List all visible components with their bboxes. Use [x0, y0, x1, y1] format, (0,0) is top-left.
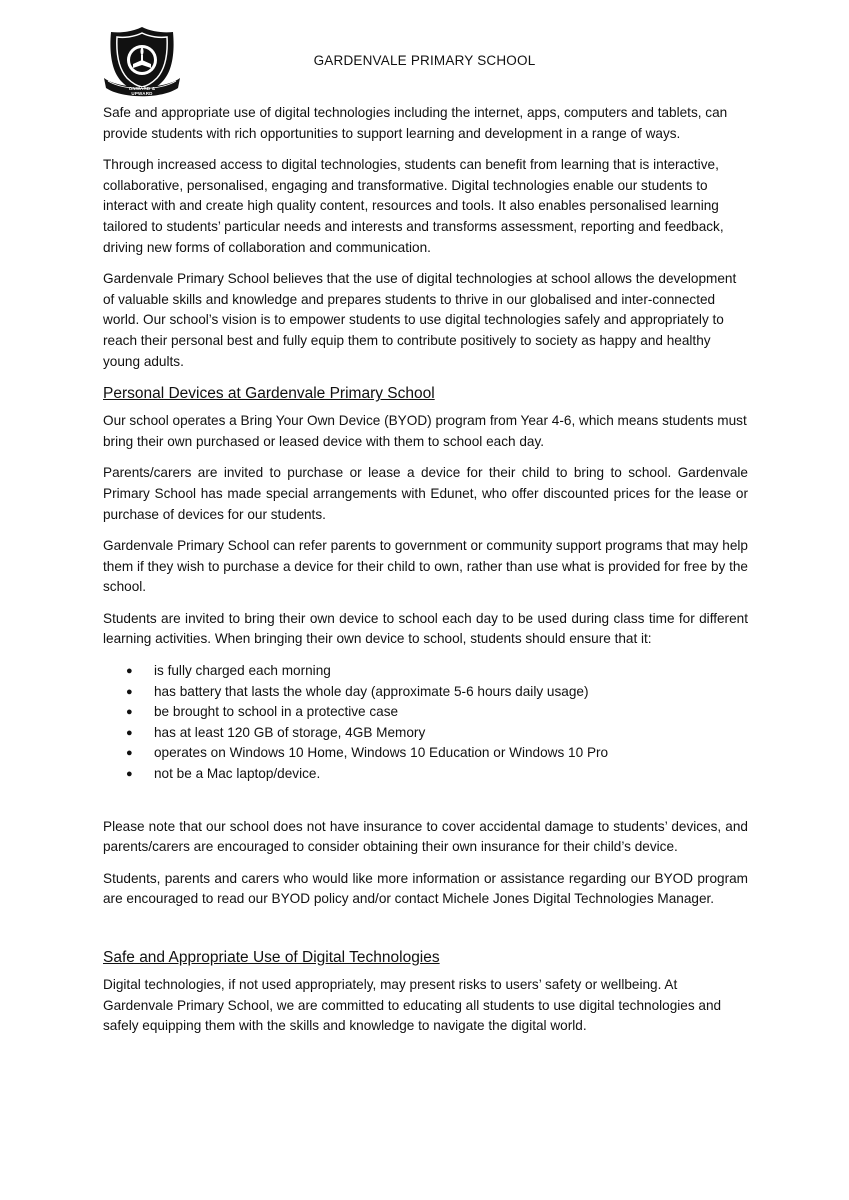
byod-paragraph-4: Students are invited to bring their own device to school each day to be used during class time for different learning activities. When bringing their own device to school, students should ensure that it:: [103, 610, 748, 647]
document-body: [103, 103, 748, 1048]
bullet-icon: ●: [126, 726, 133, 739]
device-requirements-list: [103, 661, 748, 785]
safe-use-paragraph: Digital technologies, if not used appropriately, may present risks to users’ safety or wellbeing. At Gardenvale Primary School, we are committed to educating all students to use digital technologies and safely equipping them with the skills and knowledge to navigate the digital world.: [103, 977, 722, 1034]
list-item: [103, 661, 748, 682]
section-heading-safe-use: Safe and Appropriate Use of Digital Technologies: [103, 949, 440, 966]
list-item: [103, 723, 748, 744]
list-item-text: operates on Windows 10 Home, Windows 10 Education or Windows 10 Pro: [154, 745, 609, 761]
section-heading-personal-devices: Personal Devices at Gardenvale Primary School: [103, 385, 435, 403]
header-title: GARDENVALE PRIMARY SCHOOL: [313, 53, 536, 68]
list-item-text: not be a Mac laptop/device.: [154, 766, 321, 782]
list-item-text: be brought to school in a protective case: [154, 704, 399, 720]
bullet-icon: ●: [126, 768, 133, 781]
list-item: [103, 702, 748, 723]
logo-motto: ONWARD & UPWARD: [128, 86, 156, 96]
byod-paragraph-1: Our school operates a Bring Your Own Device (BYOD) program from Year 4-6, which means students must bring their own purchased or leased device with them to school each day.: [103, 413, 747, 449]
insurance-paragraph: Please note that our school does not have insurance to cover accidental damage to students’ devices, and parents/carers are encouraged to consider obtaining their own insurance for their child’s device.: [103, 818, 748, 855]
bullet-icon: ●: [126, 685, 133, 698]
list-item-text: is fully charged each morning: [154, 663, 331, 679]
byod-paragraph-2: Parents/carers are invited to purchase or lease a device for their child to bring to school. Gardenvale Primary School has made special arrangements with Edunet, who offer discounted prices for the lease or purchase of devices for our students.: [103, 465, 748, 522]
list-item-text: has battery that lasts the whole day (approximate 5-6 hours daily usage): [154, 683, 589, 699]
bullet-icon: ●: [126, 665, 133, 678]
bullet-icon: ●: [126, 747, 133, 760]
list-item: [103, 682, 748, 703]
intro-paragraph-3: Gardenvale Primary School believes that the use of digital technologies at school allows the development of valuable skills and knowledge and prepares students to thrive in our globalised and inter-connected world. Our school’s vision is to empower students to use digital technologies safely and appropriately to reach their personal best and fully equip them to contribute positively to society as happy and healthy young adults.: [103, 271, 737, 369]
list-item: [103, 764, 748, 785]
byod-paragraph-3: Gardenvale Primary School can refer parents to government or community support programs that may help them if they wish to purchase a device for their child to own, rather than use what is provided for free by the school.: [103, 538, 748, 595]
bullet-icon: ●: [126, 706, 133, 719]
intro-paragraph-1: Safe and appropriate use of digital technologies including the internet, apps, computers and tablets, can provide students with rich opportunities to support learning and development in a range of ways.: [103, 105, 728, 141]
list-item-text: has at least 120 GB of storage, 4GB Memory: [154, 724, 426, 740]
intro-paragraph-2: Through increased access to digital technologies, students can benefit from learning that is interactive, collaborative, personalised, engaging and transformative. Digital technologies enable our students to interact with and create high quality content, resources and tools. It also enables personalised learning tailored to students’ particular needs and interests and transforms assessment, reporting and feedback, driving new forms of collaboration and communication.: [103, 157, 724, 255]
byod-contact-paragraph: Students, parents and carers who would like more information or assistance regarding our BYOD program are encouraged to read our BYOD policy and/or contact Michele Jones Digital Technologies Manager.: [103, 870, 748, 907]
list-item: [103, 743, 748, 764]
